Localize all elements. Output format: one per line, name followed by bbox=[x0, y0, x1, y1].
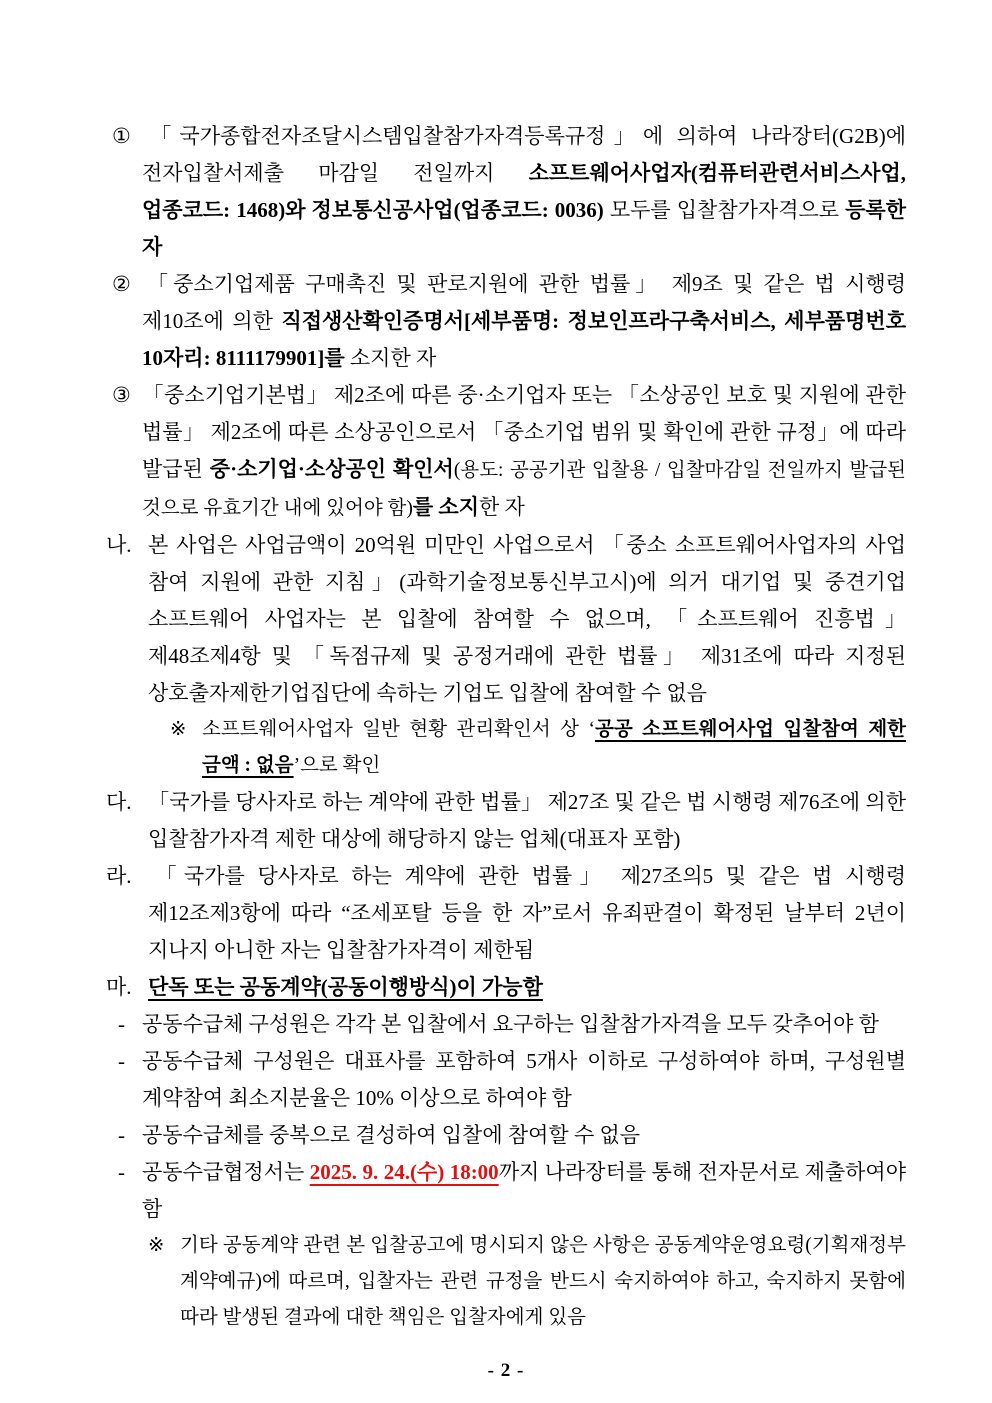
text-segment: 「국가를 당사자로 하는 계약에 관한 법률」 제27조 및 같은 법 시행령 제76조에 의한 입찰참가자격 제한 대상에 해당하지 않는 업체(대표자 포함) bbox=[148, 790, 906, 851]
paragraph-marker: - bbox=[118, 1049, 125, 1073]
text-segment: 「국가를 당사자로 하는 계약에 관한 법률」 제27조의5 및 같은 법 시행령 제12조제3항에 따라 “조세포탈 등을 한 자”로서 유죄판결이 확정된 날부터 2년이 지나지 아니한 자는 입찰참가자격이 제한됨 bbox=[148, 864, 906, 962]
text-segment: 공동수급체를 중복으로 결성하여 입찰에 참여할 수 없음 bbox=[142, 1123, 641, 1147]
paragraph-ga bbox=[106, 858, 906, 969]
paragraph-marker: ② bbox=[112, 272, 131, 296]
paragraph-marker: - bbox=[118, 1012, 125, 1036]
paragraph-marker: ③ bbox=[112, 383, 131, 407]
paragraph-marker: ※ bbox=[170, 719, 187, 740]
paragraph-circled bbox=[112, 118, 906, 266]
text-segment: 기타 공동계약 관련 본 입찰공고에 명시되지 않은 사항은 공동계약운영요령(기획재정부 계약예규)에 따르며, 입찰자는 관련 규정을 반드시 숙지하여야 하고, 숙지하지 못함에 따라 발생된 결과에 대한 책임은 입찰자에게 있음 bbox=[180, 1235, 906, 1328]
text-segment: 등록한 자 bbox=[142, 198, 906, 259]
text-segment: 「중소기업제품 구매촉진 및 판로지원에 관한 법률」 제9조 및 같은 법 시행령 제10조에 의한 bbox=[142, 272, 906, 333]
text-segment: ’으로 확인 bbox=[293, 755, 381, 776]
text-segment: 단독 또는 공동계약(공동이행방식)이 가능함 bbox=[148, 975, 543, 999]
paragraph-dash bbox=[118, 1154, 906, 1228]
text-segment: 까지 나라장터를 통해 전자문서로 제출하여야 함 bbox=[142, 1160, 906, 1221]
paragraph-marker: ① bbox=[112, 124, 131, 148]
text-segment: 공동수급체 구성원은 각각 본 입찰에서 요구하는 입찰참가자격을 모두 갖추어야 함 bbox=[142, 1012, 879, 1036]
text-segment: 「중소기업기본법」 제2조에 따른 중·소기업자 또는 「소상공인 보호 및 지원에 관한 법률」 제2조에 따른 소상공인으로서 「중소기업 범위 및 확인에 관한 규정」에 따라 발급된 bbox=[142, 383, 906, 481]
paragraph-marker: 나. bbox=[106, 533, 132, 557]
paragraph-note2 bbox=[148, 1228, 906, 1336]
paragraph-marker: 다. bbox=[106, 790, 132, 814]
paragraph-dash bbox=[118, 1006, 906, 1043]
paragraph-dash bbox=[118, 1043, 906, 1117]
paragraph-note1 bbox=[170, 712, 906, 784]
text-segment: 공동수급협정서는 bbox=[142, 1160, 310, 1184]
text-segment: 한 자 bbox=[478, 495, 525, 519]
text-segment: 직접생산확인증명서[세부품명: 정보인프라구축서비스, 세부품명번호 10자리: 8111179901]를 bbox=[142, 309, 906, 370]
text-segment: 소프트웨어사업자 일반 현황 관리확인서 상 ‘ bbox=[202, 719, 595, 740]
paragraph-marker: ※ bbox=[148, 1235, 165, 1256]
document-body bbox=[106, 118, 906, 1336]
text-segment: 공동수급체 구성원은 대표사를 포함하여 5개사 이하로 구성하여야 하며, 구성원별 계약참여 최소지분율은 10% 이상으로 하여야 함 bbox=[142, 1049, 906, 1110]
paragraph-circled bbox=[112, 377, 906, 527]
text-segment: (용도: 공공기관 입찰용 / 입찰마감일 전일까지 발급된 것으로 유효기간 내에 있어야 함) bbox=[142, 460, 907, 519]
text-segment: 소지한 자 bbox=[344, 346, 437, 370]
text-segment: 모두를 입찰참가자격으로 bbox=[603, 198, 846, 222]
paragraph-marker: 마. bbox=[106, 975, 132, 999]
text-segment: 를 소지 bbox=[412, 495, 479, 519]
text-segment: 공공 소프트웨어사업 입찰참여 제한 금액 : 없음 bbox=[202, 719, 906, 776]
paragraph-ga bbox=[106, 784, 906, 858]
text-segment: 「국가종합전자조달시스템입찰참가자격등록규정」에 의하여 나라장터(G2B)에 전자입찰서제출 마감일 전일까지 bbox=[142, 124, 906, 185]
paragraph-circled bbox=[112, 266, 906, 377]
text-segment: 2025. 9. 24.(수) 18:00 bbox=[309, 1160, 499, 1184]
paragraph-marker: 라. bbox=[106, 864, 132, 888]
page-number: - 2 - bbox=[487, 1360, 525, 1381]
paragraph-dash bbox=[118, 1117, 906, 1154]
paragraph-marker: - bbox=[118, 1123, 125, 1147]
text-segment: 소프트웨어사업자(컴퓨터관련서비스사업, 업종코드: 1468)와 정보통신공사업(업종코드: 0036) bbox=[142, 161, 906, 222]
paragraph-ga bbox=[106, 969, 906, 1006]
paragraph-marker: - bbox=[118, 1160, 125, 1184]
text-segment: 중·소기업·소상공인 확인서 bbox=[209, 457, 454, 481]
paragraph-ga bbox=[106, 527, 906, 712]
text-segment: 본 사업은 사업금액이 20억원 미만인 사업으로서 「중소 소프트웨어사업자의 사업 참여 지원에 관한 지침」(과학기술정보통신부고시)에 의거 대기업 및 중견기업 소프트웨어 사업자는 본 입찰에 참여할 수 없으며, 「소프트웨어 진흥법」 제48조제4항 및 「독점규제 및 공정거래에 관한 법률」 제31조에 따라 지정된 상호출자제한기업집단에 속하는 기업도 입찰에 참여할 수 없음 bbox=[148, 533, 906, 705]
